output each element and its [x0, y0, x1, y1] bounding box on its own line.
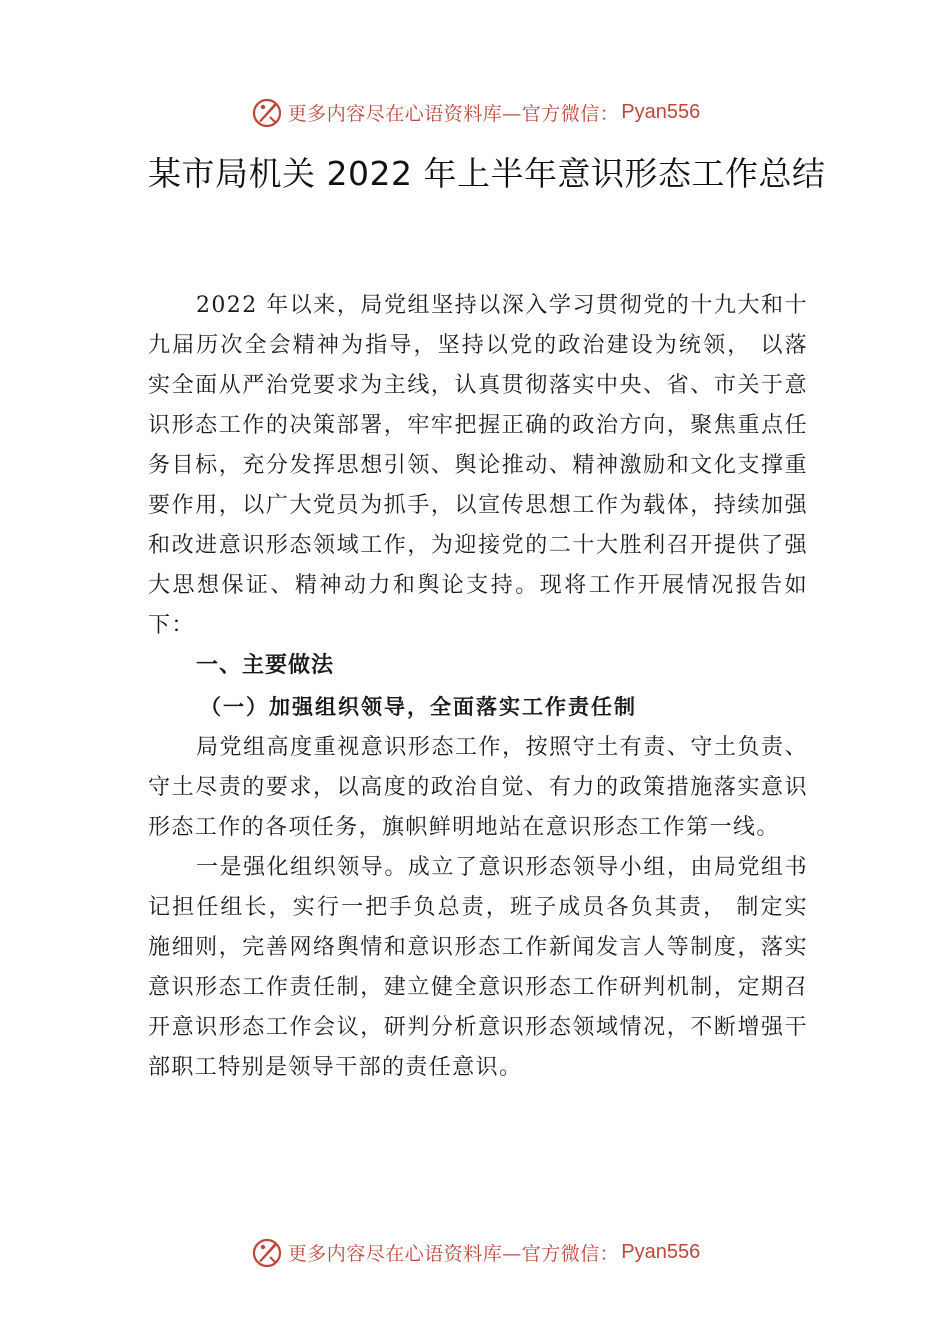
watermark-text: 更多内容尽在心语资料库—官方微信：: [287, 1242, 620, 1265]
section-heading: 一、主要做法: [196, 653, 335, 678]
body-paragraph: 一是强化组织领导。成立了意识形态领导小组，由局党组书记担任组长，实行一把手负总责，班子成员各负其责， 制定实施细则，完善网络舆情和意识形态工作新闻发言人等制度，落实意识形态工作责任制，建立健全意识形态工作研判机制，定期召开意识形态工作会议，研判分析意识形态领域情况，不断增强干部职工特别是领导干部的责任意识。: [148, 855, 808, 1080]
watermark-code: Pyan556: [621, 100, 701, 123]
intro-paragraph: 2022 年以来，局党组坚持以深入学习贯彻党的十九大和十九届历次全会精神为指导，坚持以党的政治建设为统领， 以落实全面从严治党要求为主线，认真贯彻落实中央、省、市关于意识形态工作的决策部署，牢牢把握正确的政治方向，聚焦重点任务目标，充分发挥思想引领、舆论推动、精神激励和文化支撑重要作用，以广大党员为抓手，以宣传思想工作为载体，持续加强和改进意识形态领域工作，为迎接党的二十大胜利召开提供了强大思想保证、精神动力和舆论支持。现将工作开展情况报告如下：: [148, 293, 808, 638]
document-body: [148, 286, 808, 1088]
watermark-footer: [0, 1232, 950, 1272]
body-paragraph: 局党组高度重视意识形态工作，按照守土有责、守土负责、守土尽责的要求，以高度的政治自觉、有力的政策措施落实意识形态工作的各项任务，旗帜鲜明地站在意识形态工作第一线。: [148, 735, 808, 840]
quill-pen-icon: [250, 95, 284, 129]
subsection-heading: （一）加强组织领导，全面落实工作责任制: [200, 694, 637, 719]
watermark-text: 更多内容尽在心语资料库—官方微信：: [287, 102, 620, 125]
watermark-code: Pyan556: [621, 1240, 701, 1263]
document-title: 某市局机关 2022 年上半年意识形态工作总结: [148, 154, 826, 193]
watermark-header: [0, 92, 950, 132]
quill-pen-icon: [250, 1235, 284, 1269]
